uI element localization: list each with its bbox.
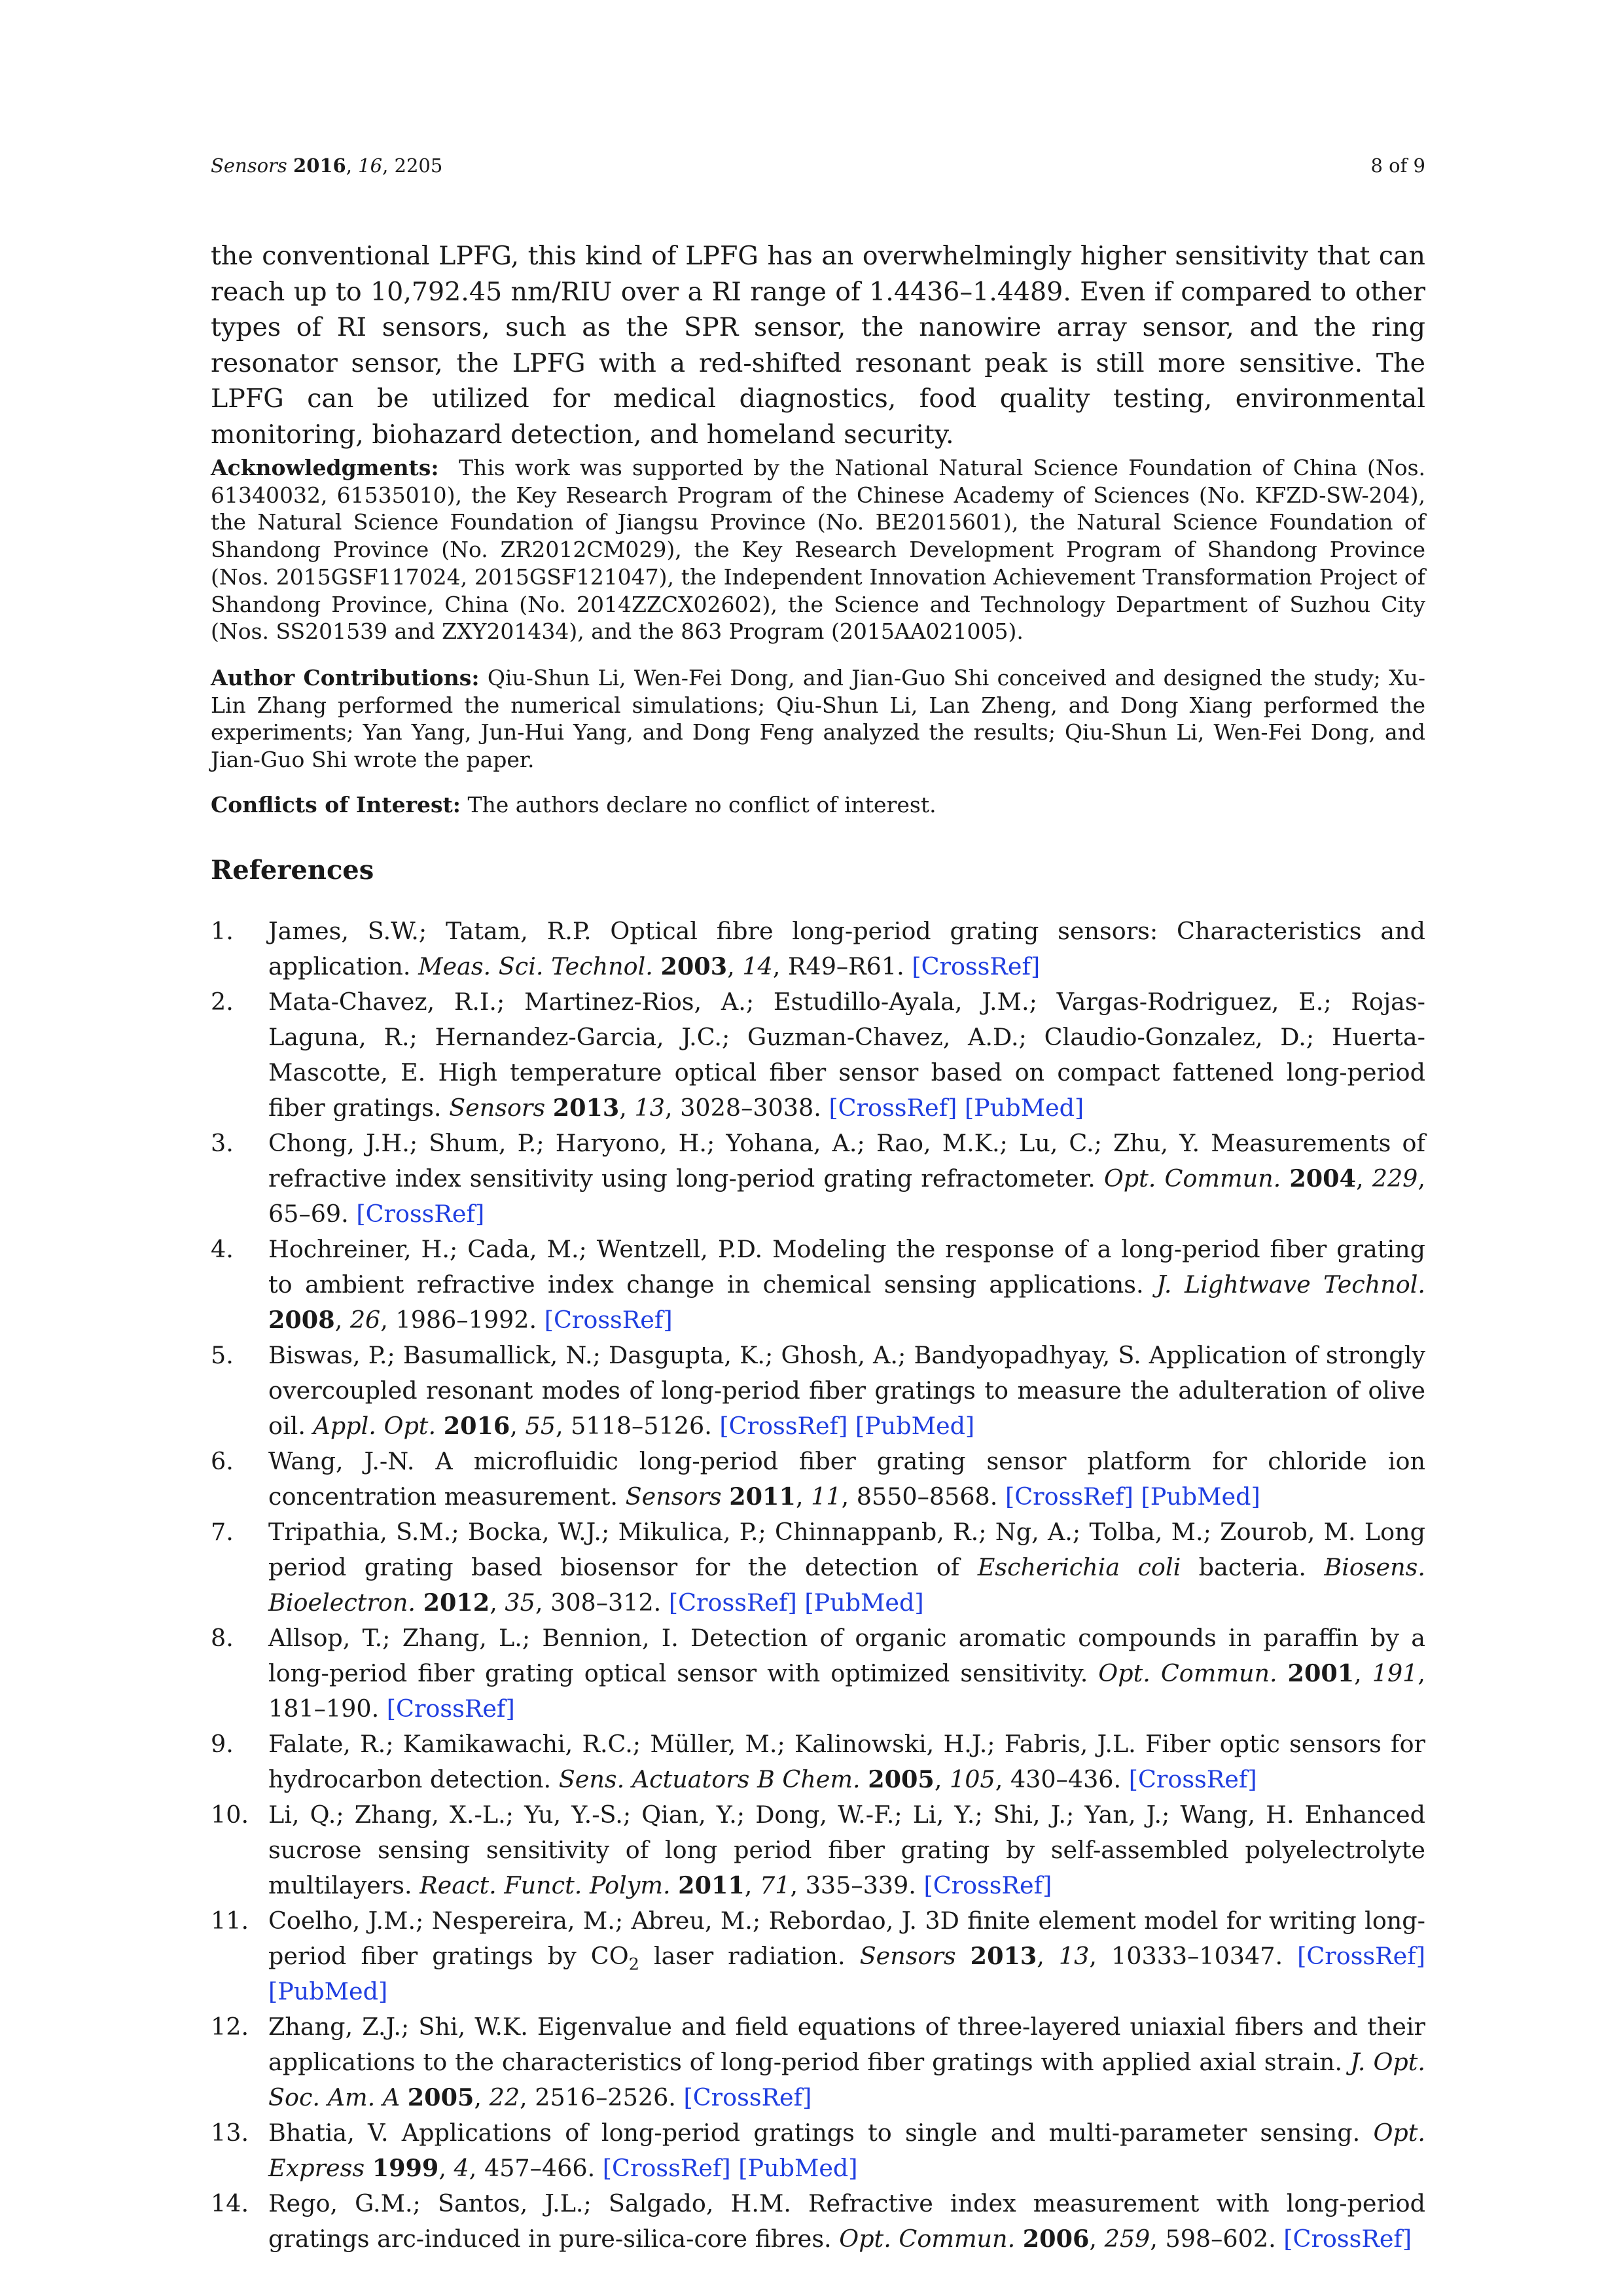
reference-journal: Opt. Commun. — [839, 2225, 1016, 2253]
reference-volume: 259 — [1104, 2225, 1150, 2253]
reference-list — [211, 914, 1425, 2257]
reference-number: 11. — [211, 1907, 249, 1935]
reference-item: 6. Wang, J.-N. A microfluidic long-period fiber grating sensor platform for chloride ion concentration measurement. Sensors 2011, 11, 8550–8568. [CrossRef] [PubMed] — [211, 1444, 1425, 1515]
reference-item: 2. Mata-Chavez, R.I.; Martinez-Rios, A.; Estudillo-Ayala, J.M.; Vargas-Rodriguez, E.; Rojas-Laguna, R.; Hernandez-Garcia, J.C.; Guzman-Chavez, A.D.; Claudio-Gonzalez, D.; Huerta-Mascotte, E. High temperature optical fiber sensor based on compact fattened long-period fiber gratings. Sensors 2013, 13, 3028–3038. [CrossRef] [PubMed] — [211, 984, 1425, 1126]
reference-journal: J. Lightwave Technol. — [1156, 1270, 1425, 1299]
crossref-link[interactable]: [CrossRef] — [602, 2154, 731, 2182]
acknowledgments — [211, 454, 1425, 645]
reference-pages: 598–602. — [1165, 2225, 1276, 2253]
crossref-link[interactable]: [CrossRef] — [719, 1412, 848, 1440]
reference-item: 11. Coelho, J.M.; Nespereira, M.; Abreu, M.; Rebordao, J. 3D finite element model for writing long-period fiber gratings by $CO_2$ laser radiation. Sensors 2013, 13, 10333–10347. [CrossRef] [PubMed] — [211, 1903, 1425, 2009]
reference-pages: 308–312. — [550, 1588, 662, 1617]
reference-item: 5. Biswas, P.; Basumallick, N.; Dasgupta, K.; Ghosh, A.; Bandyopadhyay, S. Application of strongly overcoupled resonant modes of long-period fiber gratings to measure the adulteration of olive oil. Appl. Opt. 2016, 55, 5118–5126. [CrossRef] [PubMed] — [211, 1338, 1425, 1444]
reference-pages: 65–69. — [268, 1200, 349, 1228]
reference-year: 2011 — [729, 1482, 796, 1511]
reference-text: Mata-Chavez, R.I.; Martinez-Rios, A.; Estudillo-Ayala, J.M.; Vargas-Rodriguez, E.; Rojas-Laguna, R.; Hernandez-Garcia, J.C.; Guzman-Chavez, A.D.; Claudio-Gonzalez, D.; Huerta-Mascotte, E. High temperature optical fiber sensor based on compact fattened long-period fiber gratings. — [268, 988, 1425, 1122]
reference-journal: Meas. Sci. Technol. — [418, 952, 653, 980]
reference-pages: 5118–5126. — [571, 1412, 712, 1440]
crossref-link[interactable]: [CrossRef] — [923, 1871, 1052, 1899]
pubmed-link[interactable]: [PubMed] — [964, 1094, 1084, 1122]
reference-text: Tripathia, S.M.; Bocka, W.J.; Mikulica, P.; Chinnappanb, R.; Ng, A.; Tolba, M.; Zourob, M. Long period grating based biosensor for the detection of — [268, 1518, 1425, 1581]
reference-item: 3. Chong, J.H.; Shum, P.; Haryono, H.; Yohana, A.; Rao, M.K.; Lu, C.; Zhu, Y. Measurements of refractive index sensitivity using long-period grating refractometer. Opt. Commun. 2004, 229, 65–69. [CrossRef] — [211, 1126, 1425, 1232]
reference-volume: 13 — [1058, 1942, 1090, 1970]
reference-item: 12. Zhang, Z.J.; Shi, W.K. Eigenvalue and field equations of three-layered uniaxial fibers and their applications to the characteristics of long-period fiber gratings with applied axial strain. J. Opt. Soc. Am. A 2005, 22, 2516–2526. [CrossRef] — [211, 2009, 1425, 2115]
conflicts-of-interest — [211, 791, 1425, 819]
reference-journal: Sensors — [859, 1942, 956, 1970]
body-paragraph: the conventional LPFG, this kind of LPFG has an overwhelmingly higher sensitivity that can reach up to 10,792.45 nm/RIU over a RI range of 1.4436–1.4489. Even if compared to other types of RI sensors, such as the SPR sensor, the nanowire array sensor, and the ring resonator sensor, the LPFG with a red-shifted resonant peak is still more sensitive. The LPFG can be utilized for medical diagnostics, food quality testing, environmental monitoring, biohazard detection, and homeland security. — [211, 241, 1425, 450]
reference-year: 2001 — [1287, 1659, 1355, 1687]
reference-volume: 71 — [759, 1871, 791, 1899]
crossref-link[interactable]: [CrossRef] — [683, 2083, 812, 2111]
reference-text: Hochreiner, H.; Cada, M.; Wentzell, P.D. Modeling the response of a long-period fiber grating to ambient refractive index change in chemical sensing applications. — [268, 1235, 1425, 1299]
reference-volume: 229 — [1372, 1164, 1418, 1193]
reference-year: 2005 — [407, 2083, 474, 2111]
reference-volume: 35 — [505, 1588, 535, 1617]
reference-item: 8. Allsop, T.; Zhang, L.; Bennion, I. Detection of organic aromatic compounds in paraffin by a long-period fiber grating optical sensor with optimized sensitivity. Opt. Commun. 2001, 191, 181–190. [CrossRef] — [211, 1621, 1425, 1727]
reference-journal: Appl. Opt. — [313, 1412, 437, 1440]
reference-species: Escherichia coli — [977, 1553, 1181, 1581]
reference-text: James, S.W.; Tatam, R.P. Optical fibre long-period grating sensors: Characteristics and application. — [268, 917, 1425, 980]
reference-pages: 430–436. — [1010, 1765, 1122, 1793]
page-number: 8 of 9 — [1370, 154, 1425, 177]
reference-text: Li, Q.; Zhang, X.-L.; Yu, Y.-S.; Qian, Y.; Dong, W.-F.; Li, Y.; Shi, J.; Yan, J.; Wang, H. Enhanced sucrose sensing sensitivity of long period fiber grating by self-assembled polyelectrolyte multilayers. — [268, 1801, 1425, 1899]
conflicts-label: Conflicts of Interest: — [211, 792, 461, 817]
reference-number: 10. — [211, 1801, 249, 1829]
reference-journal: Opt. Express — [268, 2119, 1426, 2182]
reference-pages: 10333–10347. — [1111, 1942, 1283, 1970]
reference-number: 7. — [211, 1518, 234, 1546]
reference-text: Biswas, P.; Basumallick, N.; Dasgupta, K.; Ghosh, A.; Bandyopadhyay, S. Application of strongly overcoupled resonant modes of long-period fiber gratings to measure the adulteration of olive oil. — [268, 1341, 1425, 1440]
reference-journal: Sensors — [625, 1482, 722, 1511]
crossref-link[interactable]: [CrossRef] — [1283, 2225, 1412, 2253]
reference-year: 2006 — [1022, 2225, 1090, 2253]
reference-journal: Biosens. Bioelectron. — [268, 1553, 1425, 1617]
reference-number: 6. — [211, 1447, 234, 1475]
reference-number: 13. — [211, 2119, 249, 2147]
reference-text-tail: laser radiation. — [653, 1942, 846, 1970]
article-number: 2205 — [394, 154, 443, 177]
reference-pages: 8550–8568. — [856, 1482, 998, 1511]
reference-text: Allsop, T.; Zhang, L.; Bennion, I. Detection of organic aromatic compounds in paraffin by a long-period fiber grating optical sensor with optimized sensitivity. — [268, 1624, 1425, 1687]
reference-number: 8. — [211, 1624, 234, 1652]
crossref-link[interactable]: [CrossRef] — [912, 952, 1041, 980]
crossref-link[interactable]: [CrossRef] — [1297, 1942, 1425, 1970]
pubmed-link[interactable]: [PubMed] — [738, 2154, 858, 2182]
reference-year: 2003 — [660, 952, 728, 980]
reference-pages: 181–190. — [268, 1695, 380, 1723]
reference-journal: React. Funct. Polym. — [419, 1871, 671, 1899]
reference-number: 9. — [211, 1730, 234, 1758]
crossref-link[interactable]: [CrossRef] — [668, 1588, 797, 1617]
reference-pages: R49–R61. — [788, 952, 904, 980]
reference-pages: 2516–2526. — [535, 2083, 676, 2111]
pubmed-link[interactable]: [PubMed] — [855, 1412, 975, 1440]
journal-volume: 16 — [358, 154, 383, 177]
reference-volume: 191 — [1372, 1659, 1418, 1687]
reference-item: 9. Falate, R.; Kamikawachi, R.C.; Müller, M.; Kalinowski, H.J.; Fabris, J.L. Fiber optic sensors for hydrocarbon detection. Sens. Actuators B Chem. 2005, 105, 430–436. [CrossRef] — [211, 1727, 1425, 1797]
reference-item: 14. Rego, G.M.; Santos, J.L.; Salgado, H.M. Refractive index measurement with long-period gratings arc-induced in pure-silica-core fibres. Opt. Commun. 2006, 259, 598–602. [CrossRef] — [211, 2186, 1425, 2257]
reference-year: 2016 — [443, 1412, 510, 1440]
pubmed-link[interactable]: [PubMed] — [1141, 1482, 1260, 1511]
reference-text-tail: bacteria. — [1198, 1553, 1306, 1581]
crossref-link[interactable]: [CrossRef] — [544, 1306, 673, 1334]
reference-volume: 4 — [454, 2154, 469, 2182]
pubmed-link[interactable]: [PubMed] — [804, 1588, 924, 1617]
reference-text: Falate, R.; Kamikawachi, R.C.; Müller, M.; Kalinowski, H.J.; Fabris, J.L. Fiber optic sensors for hydrocarbon detection. — [268, 1730, 1425, 1793]
pubmed-link[interactable]: [PubMed] — [268, 1977, 388, 2005]
reference-number: 3. — [211, 1129, 234, 1157]
reference-item: 10. Li, Q.; Zhang, X.-L.; Yu, Y.-S.; Qian, Y.; Dong, W.-F.; Li, Y.; Shi, J.; Yan, J.; Wang, H. Enhanced sucrose sensing sensitivity of long period fiber grating by self-assembled polyelectrolyte multilayers. React. Funct. Polym. 2011, 71, 335–339. [CrossRef] — [211, 1797, 1425, 1903]
reference-item: 7. Tripathia, S.M.; Bocka, W.J.; Mikulica, P.; Chinnappanb, R.; Ng, A.; Tolba, M.; Zourob, M. Long period grating based biosensor for the detection of Escherichia coli bacteria. Biosens. Bioelectron. 2012, 35, 308–312. [CrossRef] [PubMed] — [211, 1515, 1425, 1621]
reference-subscript: 2 — [628, 1954, 639, 1975]
reference-volume: 11 — [811, 1482, 842, 1511]
reference-volume: 22 — [489, 2083, 520, 2111]
reference-year: 2005 — [868, 1765, 935, 1793]
reference-item: 13. Bhatia, V. Applications of long-period gratings to single and multi-parameter sensing. Opt. Express 1999, 4, 457–466. [CrossRef] [PubMed] — [211, 2115, 1425, 2186]
reference-journal: Sens. Actuators B Chem. — [558, 1765, 861, 1793]
reference-number: 1. — [211, 917, 234, 945]
reference-volume: 26 — [349, 1306, 381, 1334]
crossref-link[interactable]: [CrossRef] — [829, 1094, 957, 1122]
reference-number: 14. — [211, 2189, 249, 2217]
reference-text: Chong, J.H.; Shum, P.; Haryono, H.; Yohana, A.; Rao, M.K.; Lu, C.; Zhu, Y. Measurements of refractive index sensitivity using long-period grating refractometer. — [268, 1129, 1425, 1193]
reference-year: 2012 — [423, 1588, 490, 1617]
author-contributions — [211, 664, 1425, 774]
reference-journal: Opt. Commun. — [1103, 1164, 1281, 1193]
reference-pages: 1986–1992. — [395, 1306, 537, 1334]
reference-year: 2013 — [552, 1094, 620, 1122]
reference-volume: 14 — [742, 952, 773, 980]
journal-citation: Sensors 2016, 16, 2205 — [211, 154, 443, 177]
reference-year: 2013 — [970, 1942, 1037, 1970]
reference-text: Rego, G.M.; Santos, J.L.; Salgado, H.M. Refractive index measurement with long-period gratings arc-induced in pure-silica-core fibres. — [268, 2189, 1425, 2253]
reference-journal: Opt. Commun. — [1098, 1659, 1277, 1687]
reference-pages: 335–339. — [805, 1871, 916, 1899]
reference-volume: 105 — [950, 1765, 995, 1793]
reference-pages: 457–466. — [484, 2154, 596, 2182]
reference-pages: 3028–3038. — [680, 1094, 821, 1122]
crossref-link[interactable]: [CrossRef] — [1005, 1482, 1133, 1511]
crossref-link[interactable]: [CrossRef] — [1128, 1765, 1257, 1793]
reference-item: 1. James, S.W.; Tatam, R.P. Optical fibre long-period grating sensors: Characteristics and application. Meas. Sci. Technol. 2003, 14, R49–R61. [CrossRef] — [211, 914, 1425, 984]
reference-item: 4. Hochreiner, H.; Cada, M.; Wentzell, P.D. Modeling the response of a long-period fiber grating to ambient refractive index change in chemical sensing applications. J. Lightwave Technol. 2008, 26, 1986–1992. [CrossRef] — [211, 1232, 1425, 1338]
reference-year: 2004 — [1289, 1164, 1356, 1193]
reference-text: Wang, J.-N. A microfluidic long-period fiber grating sensor platform for chloride ion concentration measurement. — [268, 1447, 1425, 1511]
author-contributions-text: Qiu-Shun Li, Wen-Fei Dong, and Jian-Guo Shi conceived and designed the study; Xu-Lin Zhang performed the numerical simulations; Qiu-Shun Li, Lan Zheng, and Dong Xiang performed the experiments; Yan Yang, Jun-Hui Yang, and Dong Feng analyzed the results; Qiu-Shun Li, Wen-Fei Dong, and Jian-Guo Shi wrote the paper. — [211, 665, 1425, 773]
reference-number: 12. — [211, 2013, 249, 2041]
journal-year: 2016 — [293, 154, 346, 177]
references-heading: References — [211, 855, 374, 886]
reference-volume: 55 — [525, 1412, 556, 1440]
reference-number: 4. — [211, 1235, 234, 1263]
reference-volume: 13 — [634, 1094, 665, 1122]
reference-text: Coelho, J.M.; Nespereira, M.; Abreu, M.; Rebordao, J. 3D finite element model for writing long-period fiber gratings by CO — [268, 1907, 1425, 1970]
reference-year: 2008 — [268, 1306, 335, 1334]
reference-year: 1999 — [372, 2154, 439, 2182]
reference-journal: Sensors — [449, 1094, 546, 1122]
author-contributions-label: Author Contributions: — [211, 665, 480, 691]
running-header — [211, 154, 1425, 183]
crossref-link[interactable]: [CrossRef] — [356, 1200, 485, 1228]
reference-number: 5. — [211, 1341, 234, 1369]
reference-journal: J. Opt. Soc. Am. A — [268, 2048, 1426, 2111]
acknowledgments-text: This work was supported by the National Natural Science Foundation of China (Nos. 61340032, 61535010), the Key Research Program of the Chinese Academy of Sciences (No. KFZD-SW-204), the Natural Science Foundation of Jiangsu Province (No. BE2015601), the Natural Science Foundation of Shandong Province (No. ZR2012CM029), the Key Research Development Program of Shandong Province (Nos. 2015GSF117024, 2015GSF121047), the Independent Innovation Achievement Transformation Project of Shandong Province, China (No. 2014ZZCX02602), the Science and Technology Department of Suzhou City (Nos. SS201539 and ZXY201434), and the 863 Program (2015AA021005). — [211, 455, 1425, 645]
reference-year: 2011 — [678, 1871, 745, 1899]
conflicts-text: The authors declare no conflict of interest. — [467, 792, 936, 817]
crossref-link[interactable]: [CrossRef] — [386, 1695, 515, 1723]
journal-name: Sensors — [211, 154, 287, 177]
reference-text: Zhang, Z.J.; Shi, W.K. Eigenvalue and field equations of three-layered uniaxial fibers and their applications to the characteristics of long-period fiber gratings with applied axial strain. — [268, 2013, 1425, 2076]
reference-text: Bhatia, V. Applications of long-period gratings to single and multi-parameter sensing. — [268, 2119, 1361, 2147]
acknowledgments-label: Acknowledgments: — [211, 455, 439, 480]
reference-number: 2. — [211, 988, 234, 1016]
